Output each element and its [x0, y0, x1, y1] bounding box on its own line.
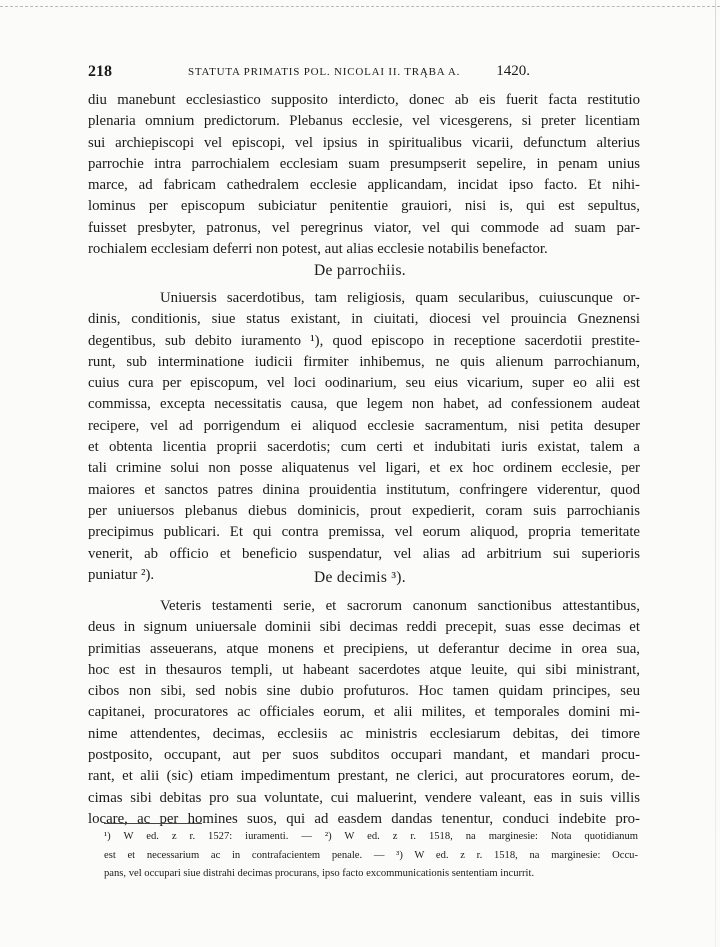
text-line: parrochie intra parrochialem ecclesiam suam presumpserit sepelire, in penam unius: [88, 155, 640, 172]
text-line: deus in signum uniuersale dominii sibi decimas reddi precepit, suas esse decimas et: [88, 619, 640, 636]
text-line: nime attendentes, decimas, ecclesiis ac ministris ecclesiarum debitas, dei timore: [88, 725, 640, 742]
page-number: 218: [88, 63, 112, 80]
footnotes: [104, 828, 638, 884]
running-title: STATUTA PRIMATIS POL. NICOLAI II. TRĄBA A.: [188, 66, 461, 78]
text-line: cuius cura per episcopum, vel loci oodinarium, seu eius vicarium, super eo alii est: [88, 375, 640, 392]
text-line: Uniuersis sacerdotibus, tam religiosis, quam secularibus, cuiuscunque or-: [160, 290, 640, 306]
text-line: Veteris testamenti serie, et sacrorum canonum sanctionibus attestantibus,: [160, 598, 640, 614]
paragraph-decimis: [88, 596, 640, 830]
text-line: rant, et alii (sic) etiam impedimentum prestant, ne clerici, aut procuratores eorum, de-: [88, 768, 640, 785]
scan-top-border: [0, 6, 720, 7]
text-line: dinis, conditionis, siue status existant, in ciuitati, diocesi vel prouincia Gneznensi: [88, 311, 640, 328]
running-header: [88, 63, 530, 81]
text-line: fuisset presbyter, patronus, vel peregrinus viator, vel qui commode ad suam par-: [88, 219, 640, 236]
text-line: diu manebunt ecclesiastico supposito interdicto, donec ab eis fuerit facta restitutio: [88, 92, 640, 108]
text-line: degentibus, sub debito iuramento ¹), quod episcopo in receptione sacerdotii prestite-: [88, 332, 640, 349]
text-line: marce, ad fabricam cathedralem ecclesie applicandam, incidat ipso facto. Et nihi-: [88, 177, 640, 194]
footnote-line: pans, vel occupari siue distrahi decimas procurans, ipso facto excommunicationis sententiam incurrit.: [104, 868, 535, 879]
text-line: recipere, vel ad porrigendum ei aliquod ecclesie sacramentum, nisi petita desuper: [88, 417, 640, 434]
text-line: maiores et sanctos patres dinina prouidentia institutum, confringere viderentur, quod: [88, 481, 640, 498]
text-line: tali crimine solui non posse aliquatenus vel ligari, et ex hoc ordinem ecclesie, per: [88, 460, 640, 477]
text-line: lominus per episcopum subiciatur penitentie grauiori, nisi is, qui est sepultus,: [88, 198, 640, 215]
text-line: precipimus publicari. Et qui contra premissa, vel eorum aliquod, propria temeritate: [88, 524, 640, 541]
text-line: capitanei, procuratores ac officiales eorum, et alii milites, et temporales domini mi-: [88, 704, 640, 721]
text-line: plenaria omnium predictorum. Plebanus ecclesie, vel vicesgerens, si preter licentiam: [88, 113, 640, 130]
text-line: cimas sibi debitas pro sua voluntate, cui maluerint, vendere valeant, eas in suis villis: [88, 789, 640, 806]
text-line: locare, ac per homines suos, qui ad easdem dandas tenentur, conduci indebite pro-: [88, 810, 640, 827]
footnote-rule: [104, 823, 202, 824]
running-year: 1420.: [496, 63, 530, 79]
paragraph-continuation: [88, 90, 640, 260]
text-line: cibos non sibi, sed nobis sine dubio profuturos. Hoc tamen quidam principes, seu: [88, 683, 640, 700]
text-line: et obtenta licentia proprii sacerdotis; cum certi et indubitati iuris existat, talem a: [88, 439, 640, 456]
text-line: sui archiepiscopi vel episcopi, vel ipsius in spiritualibus vicarii, defunctum alterius: [88, 134, 640, 151]
paragraph-parrochiis: [88, 288, 640, 586]
text-line: commissa, excepta necessitatis causa, que legem non habet, ad confessionem audeat: [88, 396, 640, 413]
text-line: venerit, ab officio et beneficio suspendatur, vel alias ad arbitrium sui superioris: [88, 545, 640, 562]
text-line: runt, sub interminatione iudicii firmiter inhibemus, ne quis alienum parrochianum,: [88, 353, 640, 370]
text-line: hoc est in thesauros templi, ut habeant sacerdotes atque leuite, qui sibi ministrant,: [88, 661, 640, 678]
section-heading-decimis: De decimis ³).: [314, 569, 406, 586]
text-line: primitias asseuerans, atque monens et precipiens, ut deferantur decime in orea sua,: [88, 640, 640, 657]
footnote-line: ¹) W ed. z r. 1527: iuramenti. — ²) W ed. z r. 1518, na marginesie: Nota quotidianum: [104, 831, 638, 842]
text-line: per uniuersos plebanus diebus dominicis, prout expedierit, coram suis parrochianis: [88, 502, 640, 519]
text-line: puniatur ²).: [88, 566, 155, 583]
text-line: rochialem ecclesiam deferri non potest, aut alias ecclesie notabilis benefactor.: [88, 241, 548, 258]
section-heading-parrochiis: De parrochiis.: [313, 262, 406, 279]
footnote-line: est et necessarium ac in contrafacientem penale. — ³) W ed. z r. 1518, na marginesie: Occu-: [104, 849, 638, 861]
scan-right-edge: [715, 0, 716, 947]
text-line: postposito, occupant, aut per suos subditos occupari mandant, et mandari procu-: [88, 747, 640, 764]
